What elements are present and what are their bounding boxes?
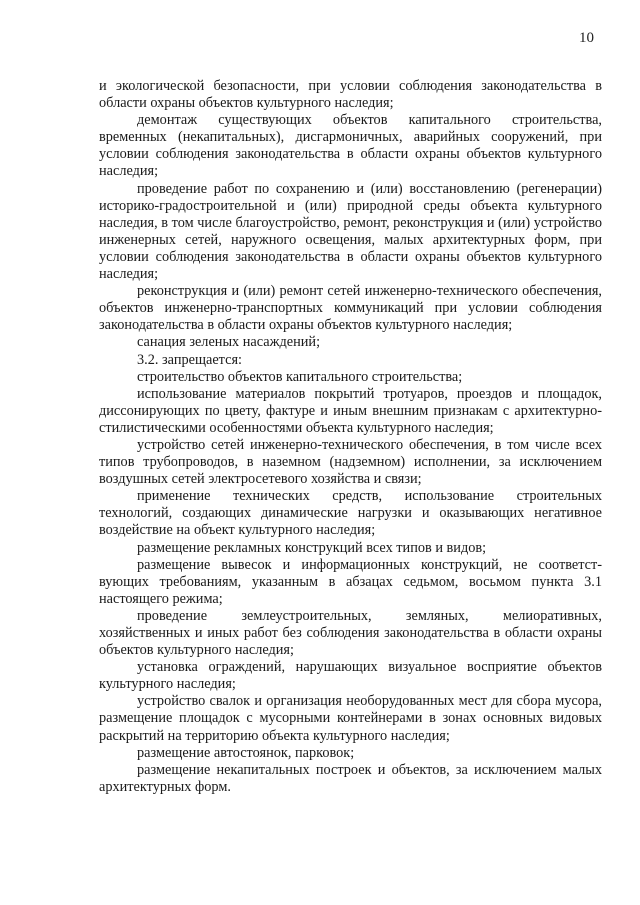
paragraph-utility-networks: устройство сетей инженерно-технического обеспечения, в том числе всех типов трубопроводов, в наземном (надземном) исполнении, за исключением воздушных сетей электросетевого хозяйства и связи; <box>99 436 602 488</box>
paragraph-technical-means: применение технических средств, использование строительных технологий, создающих динамические нагрузки и оказывающих негативное воздействие на объект культурного наследия; <box>99 488 602 539</box>
paragraph-advertising: размещение рекламных конструкций всех типов и видов; <box>137 539 487 556</box>
paragraph-temporary-buildings: размещение некапитальных построек и объектов, за исключением малых архитектурных форм. <box>99 761 602 795</box>
paragraph-preservation-works: проведение работ по сохранению и (или) восстановлению (регенерации) историко-градостроительной и (или) природной среды объекта культурного наследия, в том числе благоустройство, ремонт, реконструкция и (или) устройство инженерных сетей, наружного освещения, малых архитектурных форм, при условии соблюдения законодательства в области охраны объектов культурного наследия; <box>99 180 602 283</box>
paragraph-fencing: установка ограждений, нарушающих визуальное восприятие объектов культурного наследия; <box>99 659 602 693</box>
paragraph-signage: размещение вывесок и информационных конструкций, не соответст-вующих требованиям, указанным в абзацах седьмом, восьмом пункта 3.1 настоящего режима; <box>99 556 602 607</box>
paragraph-materials: использование материалов покрытий тротуаров, проездов и площадок, диссонирующих по цвету, фактуре и иным внешним признакам с архитектурно-стилистическими особенностями объекта культурного наследия; <box>99 385 602 436</box>
paragraph-construction: строительство объектов капитального строительства; <box>137 368 463 385</box>
paragraph-sanitation: санация зеленых насаждений; <box>137 334 321 351</box>
paragraph-parking: размещение автостоянок, парковок; <box>137 744 355 761</box>
paragraph-dismantling: демонтаж существующих объектов капитального строительства, временных (некапитальных), дисгармоничных, аварийных сооружений, при условии соблюдения законодательства в области охраны объектов культурного наследия; <box>99 112 602 180</box>
document-body <box>99 78 602 796</box>
paragraph-dumps: устройство свалок и организация необорудованных мест для сбора мусора, размещение площадок с мусорными контейнерами в зонах основных видовых раскрытий на территорию объекта культурного наследия; <box>99 693 602 744</box>
paragraph-network-reconstruction: реконструкция и (или) ремонт сетей инженерно-технического обеспечения, объектов инженерно-транспортных коммуникаций при условии соблюдения законодательства в области охраны объектов культурного наследия; <box>99 283 602 334</box>
paragraph-continuation: и экологической безопасности, при условии соблюдения законодательства в области охраны объектов культурного наследия; <box>99 78 602 112</box>
paragraph-earthworks: проведение землеустроительных, земляных, мелиоративных, хозяйственных и иных работ без соблюдения законодательства в области охраны объектов культурного наследия; <box>99 607 602 659</box>
section-heading-prohibited: 3.2. запрещается: <box>137 351 242 368</box>
page-number: 10 <box>579 30 594 46</box>
